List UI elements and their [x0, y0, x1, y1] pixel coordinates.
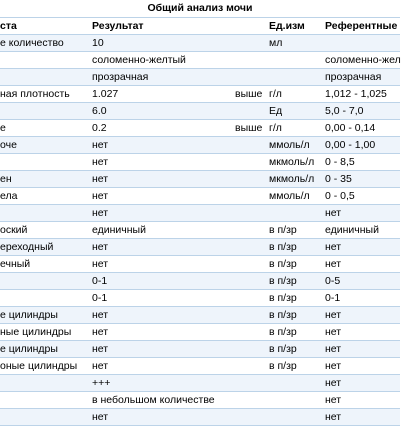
cell-result: нет: [90, 358, 233, 375]
cell-unit: [267, 69, 323, 86]
cell-result: нет: [90, 409, 233, 426]
cell-parameter: [0, 375, 90, 392]
cell-result: прозрачная: [90, 69, 233, 86]
cell-flag: [233, 307, 267, 324]
cell-reference: 0,00 - 1,00: [323, 137, 400, 154]
table-row: [0, 154, 400, 171]
cell-result: 0-1: [90, 290, 233, 307]
cell-unit: мкмоль/л: [267, 171, 323, 188]
table-row: [0, 35, 400, 52]
cell-result: 10: [90, 35, 233, 52]
cell-flag: [233, 341, 267, 358]
cell-parameter: оский: [0, 222, 90, 239]
table-row: [0, 52, 400, 69]
cell-reference: 0 - 35: [323, 171, 400, 188]
results-table: [0, 18, 400, 426]
cell-parameter: ная плотность: [0, 86, 90, 103]
cell-result: нет: [90, 307, 233, 324]
cell-parameter: [0, 69, 90, 86]
cell-parameter: [0, 154, 90, 171]
cell-flag: [233, 171, 267, 188]
cell-result: нет: [90, 137, 233, 154]
cell-result: нет: [90, 154, 233, 171]
table-row: [0, 256, 400, 273]
table-row: [0, 409, 400, 426]
cell-parameter: ереходный: [0, 239, 90, 256]
cell-unit: г/л: [267, 120, 323, 137]
table-row: [0, 341, 400, 358]
cell-flag: [233, 358, 267, 375]
cell-result: нет: [90, 324, 233, 341]
cell-parameter: ен: [0, 171, 90, 188]
table-row: [0, 137, 400, 154]
cell-flag: [233, 103, 267, 120]
cell-parameter: е количество: [0, 35, 90, 52]
table-row: [0, 103, 400, 120]
cell-parameter: ечный: [0, 256, 90, 273]
table-row: [0, 86, 400, 103]
header-unit: Ед.изм: [267, 18, 323, 35]
cell-unit: ммоль/л: [267, 137, 323, 154]
cell-unit: мл: [267, 35, 323, 52]
cell-unit: [267, 205, 323, 222]
table-row: [0, 392, 400, 409]
table-row: [0, 358, 400, 375]
table-row: [0, 188, 400, 205]
header-parameter: ста: [0, 18, 90, 35]
cell-parameter: е цилиндры: [0, 341, 90, 358]
table-row: [0, 205, 400, 222]
cell-flag: [233, 154, 267, 171]
cell-reference: 0-1: [323, 290, 400, 307]
cell-reference: нет: [323, 307, 400, 324]
cell-parameter: [0, 290, 90, 307]
cell-unit: в п/зр: [267, 358, 323, 375]
header-result: Результат: [90, 18, 233, 35]
cell-unit: в п/зр: [267, 256, 323, 273]
cell-flag: [233, 409, 267, 426]
cell-unit: в п/зр: [267, 290, 323, 307]
cell-flag: выше: [233, 120, 267, 137]
cell-reference: прозрачная: [323, 69, 400, 86]
report-title: Общий анализ мочи: [0, 0, 400, 18]
cell-unit: Ед: [267, 103, 323, 120]
cell-flag: [233, 392, 267, 409]
cell-reference: 0 - 8,5: [323, 154, 400, 171]
cell-result: нет: [90, 188, 233, 205]
cell-unit: г/л: [267, 86, 323, 103]
table-row: [0, 120, 400, 137]
table-row: [0, 239, 400, 256]
cell-parameter: [0, 103, 90, 120]
cell-flag: [233, 273, 267, 290]
cell-parameter: [0, 52, 90, 69]
header-reference: Референтные: [323, 18, 400, 35]
cell-unit: [267, 375, 323, 392]
cell-reference: нет: [323, 409, 400, 426]
table-row: [0, 273, 400, 290]
cell-result: нет: [90, 256, 233, 273]
cell-result: нет: [90, 239, 233, 256]
cell-reference: нет: [323, 239, 400, 256]
cell-parameter: оные цилиндры: [0, 358, 90, 375]
table-row: [0, 290, 400, 307]
table-row: [0, 171, 400, 188]
cell-flag: [233, 239, 267, 256]
cell-unit: мкмоль/л: [267, 154, 323, 171]
cell-unit: в п/зр: [267, 239, 323, 256]
cell-reference: 1,012 - 1,025: [323, 86, 400, 103]
cell-reference: 0-5: [323, 273, 400, 290]
cell-flag: [233, 35, 267, 52]
cell-unit: в п/зр: [267, 273, 323, 290]
cell-flag: [233, 205, 267, 222]
cell-result: в небольшом количестве: [90, 392, 233, 409]
cell-result: единичный: [90, 222, 233, 239]
cell-reference: нет: [323, 256, 400, 273]
cell-reference: 0,00 - 0,14: [323, 120, 400, 137]
cell-parameter: [0, 409, 90, 426]
cell-unit: ммоль/л: [267, 188, 323, 205]
cell-unit: в п/зр: [267, 324, 323, 341]
cell-result: нет: [90, 205, 233, 222]
cell-unit: [267, 392, 323, 409]
cell-unit: в п/зр: [267, 341, 323, 358]
cell-reference: нет: [323, 205, 400, 222]
cell-parameter: [0, 273, 90, 290]
cell-unit: [267, 52, 323, 69]
table-row: [0, 375, 400, 392]
cell-unit: [267, 409, 323, 426]
table-header-row: [0, 18, 400, 35]
cell-result: нет: [90, 341, 233, 358]
cell-result: нет: [90, 171, 233, 188]
cell-unit: в п/зр: [267, 307, 323, 324]
cell-parameter: ела: [0, 188, 90, 205]
cell-parameter: ные цилиндры: [0, 324, 90, 341]
cell-reference: [323, 35, 400, 52]
cell-reference: 0 - 0,5: [323, 188, 400, 205]
cell-reference: 5,0 - 7,0: [323, 103, 400, 120]
cell-flag: [233, 256, 267, 273]
cell-reference: соломенно-жел: [323, 52, 400, 69]
cell-result: 0.2: [90, 120, 233, 137]
table-row: [0, 222, 400, 239]
cell-result: 0-1: [90, 273, 233, 290]
table-body: [0, 35, 400, 426]
cell-parameter: оче: [0, 137, 90, 154]
cell-reference: нет: [323, 375, 400, 392]
table-row: [0, 69, 400, 86]
cell-result: 1.027: [90, 86, 233, 103]
table-row: [0, 307, 400, 324]
cell-parameter: [0, 205, 90, 222]
cell-flag: [233, 69, 267, 86]
cell-parameter: [0, 392, 90, 409]
cell-parameter: е: [0, 120, 90, 137]
cell-flag: [233, 290, 267, 307]
cell-result: соломенно-желтый: [90, 52, 233, 69]
cell-flag: [233, 188, 267, 205]
header-flag: [233, 18, 267, 35]
cell-flag: [233, 52, 267, 69]
table-row: [0, 324, 400, 341]
cell-unit: в п/зр: [267, 222, 323, 239]
cell-reference: единичный: [323, 222, 400, 239]
cell-reference: нет: [323, 392, 400, 409]
cell-flag: [233, 375, 267, 392]
cell-reference: нет: [323, 324, 400, 341]
cell-result: 6.0: [90, 103, 233, 120]
cell-flag: [233, 222, 267, 239]
cell-parameter: е цилиндры: [0, 307, 90, 324]
cell-reference: нет: [323, 341, 400, 358]
cell-flag: [233, 324, 267, 341]
cell-flag: [233, 137, 267, 154]
cell-flag: выше: [233, 86, 267, 103]
cell-reference: нет: [323, 358, 400, 375]
cell-result: +++: [90, 375, 233, 392]
